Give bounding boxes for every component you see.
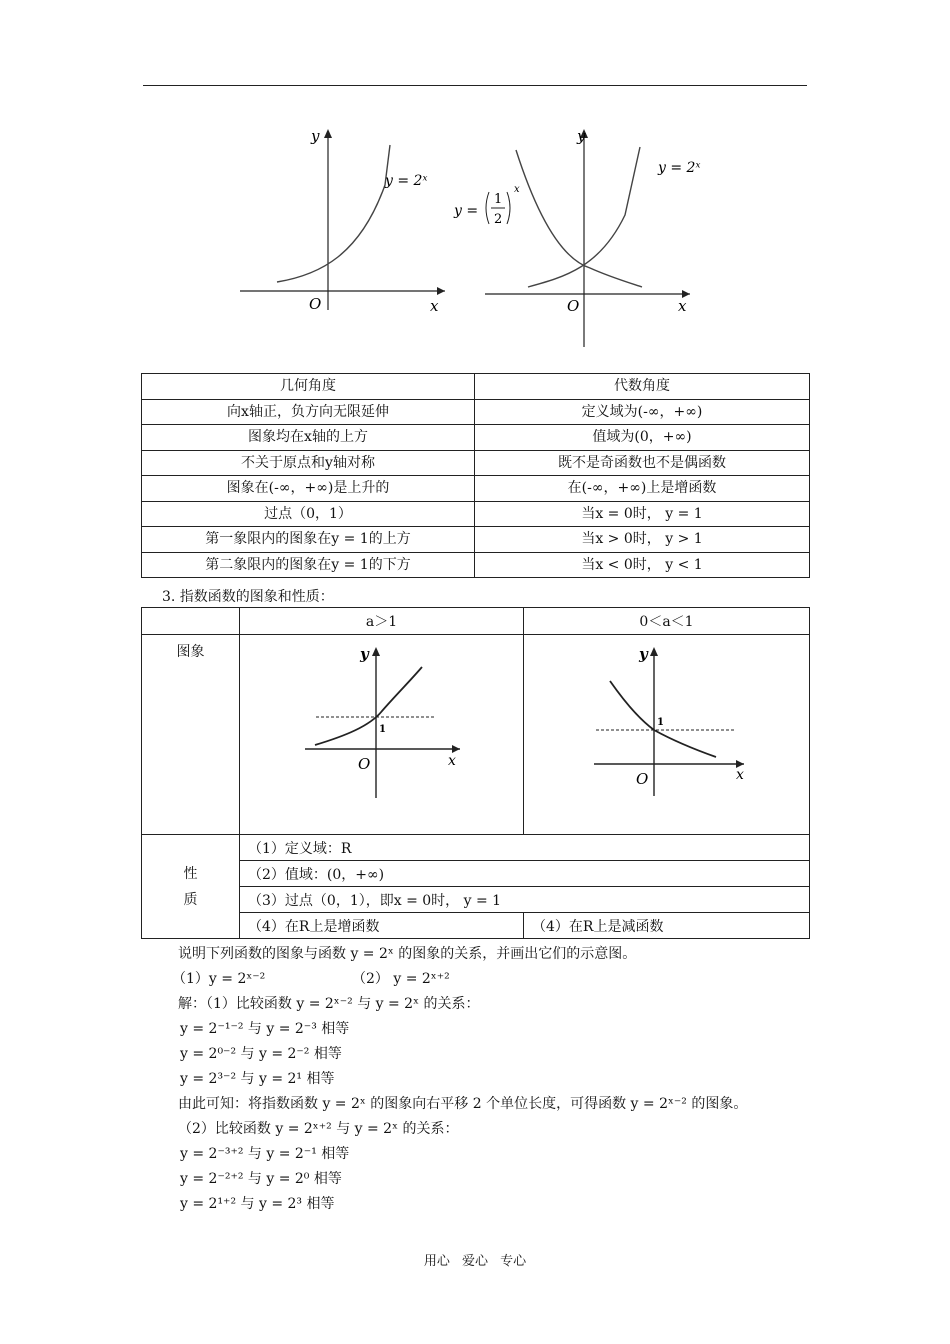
table-cell: 当x < 0时， y < 1 <box>475 552 810 578</box>
table-cell: 图象均在x轴的上方 <box>142 425 475 451</box>
header-geometric: 几何角度 <box>142 374 475 400</box>
y-axis-label: y <box>311 127 320 145</box>
solution-line: y = 2⁻²⁺² 与 y = 2⁰ 相等 <box>180 1171 342 1187</box>
problem-part-2: （2） y = 2ˣ⁺² <box>352 971 450 987</box>
graph-increasing-cell <box>240 635 524 835</box>
table-row <box>142 552 810 578</box>
table-header-row <box>142 374 810 400</box>
table-row <box>142 399 810 425</box>
table-row <box>142 527 810 553</box>
property-row <box>142 861 810 887</box>
header-a-lt-1: 0＜a＜1 <box>524 608 810 635</box>
x-axis-label: x <box>736 767 744 783</box>
property-point: （3）过点（0，1），即x = 0时， y = 1 <box>240 887 810 913</box>
svg-text:2: 2 <box>494 212 503 227</box>
graph-decreasing <box>584 641 764 801</box>
problem-part-1: （1）y = 2ˣ⁻² <box>172 971 266 987</box>
figure-exp-compare <box>450 125 710 350</box>
table-cell: 向x轴正，负方向无限延伸 <box>142 399 475 425</box>
table-cell: 不关于原点和y轴对称 <box>142 450 475 476</box>
image-row <box>142 635 810 835</box>
table-row <box>142 450 810 476</box>
origin-label: O <box>567 297 580 315</box>
y-axis-label: y <box>577 127 586 145</box>
origin-label: O <box>358 755 371 773</box>
property-label-2: 质 <box>183 891 198 908</box>
intercept-label: 1 <box>657 717 664 728</box>
y-axis-label: y <box>639 645 648 663</box>
table-cell: 当x = 0时， y = 1 <box>475 501 810 527</box>
property-row-label <box>142 835 240 939</box>
header-a-gt-1: a＞1 <box>240 608 524 635</box>
table-row <box>142 501 810 527</box>
solution-line: y = 2⁰⁻² 与 y = 2⁻² 相等 <box>180 1046 342 1062</box>
section-title: 3. 指数函数的图象和性质： <box>162 589 334 605</box>
x-axis-label: x <box>448 753 456 769</box>
solution-line: y = 2¹⁺² 与 y = 2³ 相等 <box>180 1196 335 1212</box>
curve-label: y = 2ˣ <box>385 173 428 189</box>
property-increasing: （4）在R上是增函数 <box>240 913 524 939</box>
header-empty <box>142 608 240 635</box>
header-algebraic: 代数角度 <box>475 374 810 400</box>
intercept-label: 1 <box>379 724 386 735</box>
solution-line: 解：（1）比较函数 y = 2ˣ⁻² 与 y = 2ˣ 的关系： <box>178 996 480 1012</box>
origin-label: O <box>309 295 322 313</box>
table-cell: 定义域为(-∞，+∞) <box>475 399 810 425</box>
graph-increasing <box>300 641 470 801</box>
table-cell: 第一象限内的图象在y = 1的上方 <box>142 527 475 553</box>
svg-text:y =: y = <box>454 203 479 219</box>
page-footer: 用心 爱心 专心 <box>423 1254 527 1269</box>
origin-label: O <box>636 770 649 788</box>
table-cell: 值域为(0，+∞) <box>475 425 810 451</box>
property-domain: （1）定义域：R <box>240 835 810 861</box>
table-cell: 当x > 0时， y > 1 <box>475 527 810 553</box>
property-range: （2）值域：(0，+∞) <box>240 861 810 887</box>
table-row <box>142 425 810 451</box>
property-row <box>142 835 810 861</box>
table-cell: 过点（0，1） <box>142 501 475 527</box>
property-row <box>142 913 810 939</box>
property-label-1: 性 <box>183 865 198 882</box>
comparison-table <box>141 373 810 578</box>
top-rule <box>143 85 807 86</box>
figure-exp-2x <box>235 125 455 315</box>
table-cell: 第二象限内的图象在y = 1的下方 <box>142 552 475 578</box>
x-axis-label: x <box>430 297 439 315</box>
svg-text:1: 1 <box>494 192 503 207</box>
curve-half-x-label <box>453 184 520 227</box>
solution-line: y = 2⁻³⁺² 与 y = 2⁻¹ 相等 <box>180 1146 350 1162</box>
y-axis-label: y <box>360 645 369 663</box>
svg-text:x: x <box>514 184 520 195</box>
table-cell: 在(-∞，+∞)上是增函数 <box>475 476 810 502</box>
table-header-row <box>142 608 810 635</box>
graph-decreasing-cell <box>524 635 810 835</box>
curve-2x-label: y = 2ˣ <box>658 160 701 176</box>
conclusion-line: 由此可知：将指数函数 y = 2ˣ 的图象向右平移 2 个单位长度，可得函数 y = 2ˣ⁻² 的图象。 <box>178 1096 748 1112</box>
image-row-label: 图象 <box>142 635 240 835</box>
solution-line: y = 2⁻¹⁻² 与 y = 2⁻³ 相等 <box>180 1021 350 1037</box>
solution-line: （2）比较函数 y = 2ˣ⁺² 与 y = 2ˣ 的关系： <box>178 1121 459 1137</box>
property-decreasing: （4）在R上是减函数 <box>524 913 810 939</box>
table-row <box>142 476 810 502</box>
property-row <box>142 887 810 913</box>
x-axis-label: x <box>678 297 687 315</box>
table-cell: 图象在(-∞，+∞)是上升的 <box>142 476 475 502</box>
table-cell: 既不是奇函数也不是偶函数 <box>475 450 810 476</box>
solution-line: y = 2³⁻² 与 y = 2¹ 相等 <box>180 1071 335 1087</box>
property-table <box>141 607 810 939</box>
problem-statement: 说明下列函数的图象与函数 y = 2ˣ 的图象的关系，并画出它们的示意图。 <box>178 946 637 962</box>
